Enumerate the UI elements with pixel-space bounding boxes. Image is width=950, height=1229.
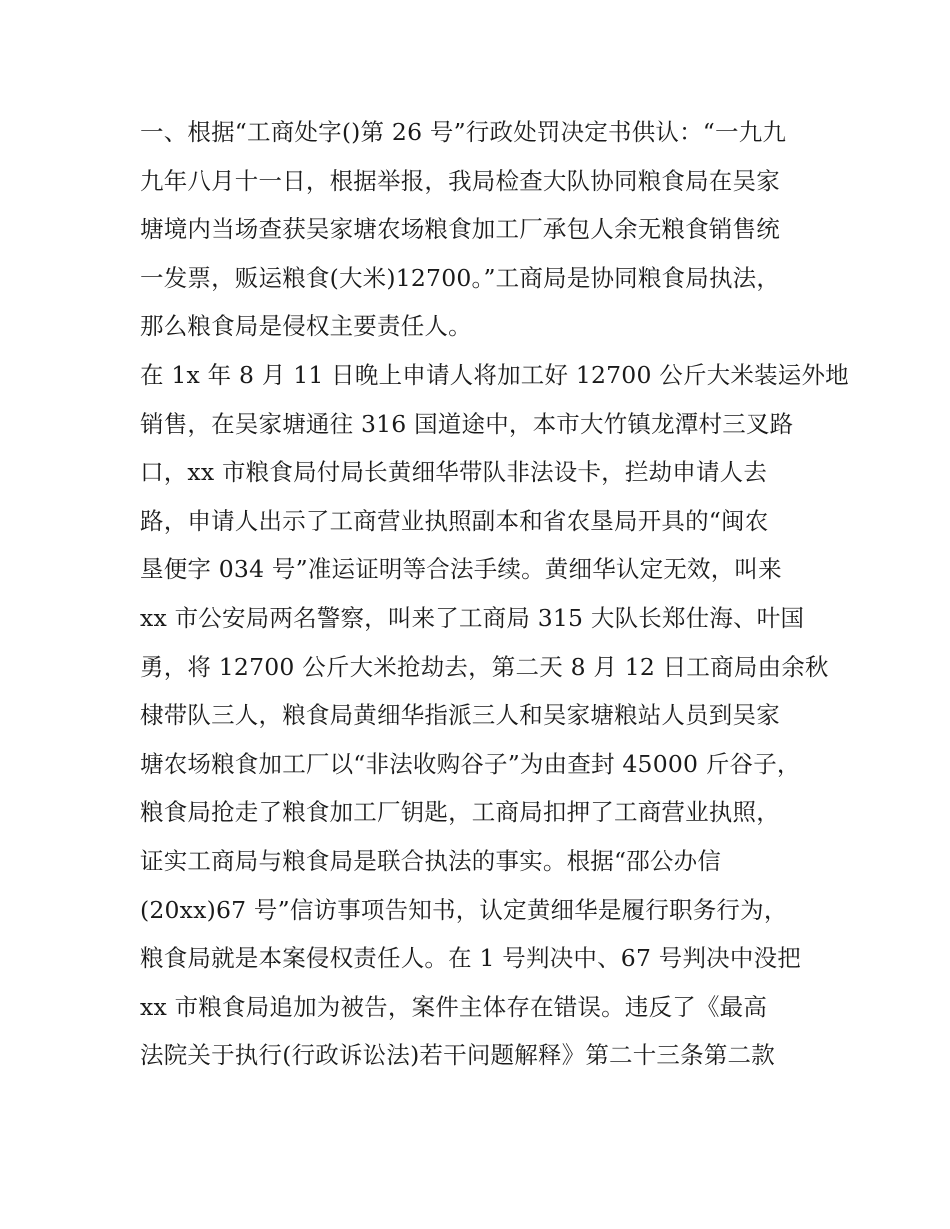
text-line: 路，申请人出示了工商营业执照副本和省农垦局开具的“闽农 — [140, 506, 769, 535]
text-line: 塘农场粮食加工厂以“非法收购谷子”为由查封 45000 斤谷子， — [140, 749, 801, 778]
text-line: 勇，将 12700 公斤大米抢劫去，第二天 8 月 12 日工商局由余秋 — [140, 652, 829, 681]
text-line: 垦便字 034 号”准运证明等合法手续。黄细华认定无效，叫来 — [140, 555, 782, 584]
text-line: 一发票，贩运粮食(大米)12700。”工商局是协同粮食局执法， — [140, 263, 781, 292]
text-line: xx 市公安局两名警察，叫来了工商局 315 大队长郑仕海、叶国 — [140, 603, 805, 632]
text-line: 塘境内当场查获吴家塘农场粮食加工厂承包人余无粮食销售统 — [140, 215, 780, 244]
text-line: 在 1x 年 8 月 11 日晚上申请人将加工好 12700 公斤大米装运外地 — [140, 360, 849, 389]
text-line: xx 市粮食局追加为被告，案件主体存在错误。违反了《最高 — [140, 992, 768, 1021]
text-line: 棣带队三人，粮食局黄细华指派三人和吴家塘粮站人员到吴家 — [140, 701, 780, 730]
text-line: 粮食局抢走了粮食加工厂钥匙，工商局扣押了工商营业执照， — [140, 798, 780, 827]
text-line: 那么粮食局是侵权主要责任人。 — [140, 312, 472, 341]
text-line: 一、根据“工商处字()第 26 号”行政处罚决定书供认：“一九九 — [140, 118, 787, 146]
document-body — [140, 108, 849, 1080]
text-line: 口，xx 市粮食局付局长黄细华带队非法设卡，拦劫申请人去 — [140, 458, 768, 487]
text-line: 法院关于执行(行政诉讼法)若干问题解释》第二十三条第二款 — [140, 1041, 775, 1070]
text-line: 销售，在吴家塘通往 316 国道途中，本市大竹镇龙潭村三叉路 — [140, 409, 794, 438]
text-line: 证实工商局与粮食局是联合执法的事实。根据“邵公办信 — [140, 846, 722, 875]
text-line: (20xx)67 号”信访事项告知书，认定黄细华是履行职务行为， — [140, 895, 788, 924]
text-line: 粮食局就是本案侵权责任人。在 1 号判决中、67 号判决中没把 — [140, 944, 801, 973]
text-line: 九年八月十一日，根据举报，我局检查大队协同粮食局在吴家 — [140, 166, 780, 195]
